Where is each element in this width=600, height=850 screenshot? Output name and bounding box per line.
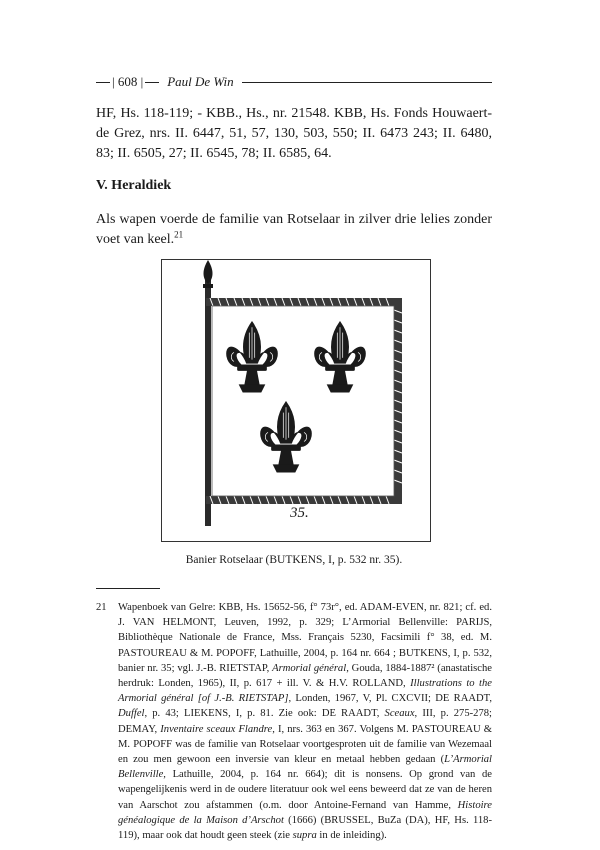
footnote-21 (96, 600, 492, 843)
paragraph-heraldry (96, 210, 492, 250)
header-rule-mid (145, 82, 159, 83)
running-header (96, 74, 492, 90)
figure-caption: Banier Rotselaar (BUTKENS, I, p. 532 nr. 35). (185, 554, 403, 566)
banner-figure (161, 259, 431, 542)
footnote-reference[interactable]: 21 (174, 229, 184, 240)
banner-field (212, 306, 394, 496)
footnote-text: Wapenboek van Gelre: KBB, Hs. 15652-56, f° 73r°, ed. ADAM-EVEN, nr. 821; cf. ed. J. VAN HELMONT, Leuven, 1992, p. 329; L’Armorial Bellenville: PARIJS, Bibliothèque Nationale de France, Mss. Français 5230, Facsimili f° 38, ed. M. PASTOUREAU & M. POPOFF, Lathuille, 2004, p. 164 nr. 664 ; BUTKENS, I, p. 532, banier nr. 35; vgl. J.-B. RIETSTAP, Armorial général, Gouda, 1884-1887² (anastatische herdruk: Londen, 1965), II, p. 617 + ill. V. & H.V. ROLLAND, Illustrations to the Armorial général [of J.-B. RIETSTAP], Londen, 1967, V, Pl. CXCVII; DE RAADT, Duffel, p. 43; LIEKENS, I, p. 81. Zie ook: DE RAADT, Sceaux, III, p. 275-278; DEMAY, Inventaire sceaux Flandre, I, nrs. 363 en 367. Volgens M. PASTOUREAU & M. POPOFF was de familie van Rotselaar voortgesproten uit de familie van Wezemaal en zou men gewoon een inversie van kleur en metaal hebben gedaan (L’Armorial Bellenville, Lathuille, 2004, p. 164 nr. 664); dit is nonsens. Op grond van de wapengelijkenis werd in de oudere literatuur ook wel eens beweerd dat ze van de heren van Aarschot zou afstammen (o.m. door Antoine-Fernand van Hamme, Histoire généalogique de la Maison d’Arschot (1666) (BRUSSEL, BuZa (DA), HF, Hs. 118-119), maar ook dat houdt geen steek (zie supra in de inleiding). (118, 602, 493, 842)
heraldry-text: Als wapen voerde de familie van Rotselaar in zilver drie lelies zonder voet van keel. (96, 212, 492, 247)
running-head-author: Paul De Win (167, 74, 234, 89)
paragraph-references: HF, Hs. 118-119; - KBB., Hs., nr. 21548. KBB, Hs. Fonds Houwaert-de Grez, nrs. II. 6447, 51, 57, 130, 503, 550; II. 6473 243; II. 6480, 83; II. 6505, 27; II. 6545, 78; II. 6585, 64. (96, 106, 492, 161)
section-heading: V. Heraldiek (96, 178, 172, 193)
header-rule-right (242, 82, 492, 83)
banner-illustration (162, 260, 430, 541)
header-rule-left (96, 82, 110, 83)
footnote-number: 21 (96, 602, 107, 613)
banner-plate-number: 35. (290, 505, 309, 521)
page-number: | 608 | (112, 74, 144, 89)
footnote-separator (96, 588, 160, 589)
